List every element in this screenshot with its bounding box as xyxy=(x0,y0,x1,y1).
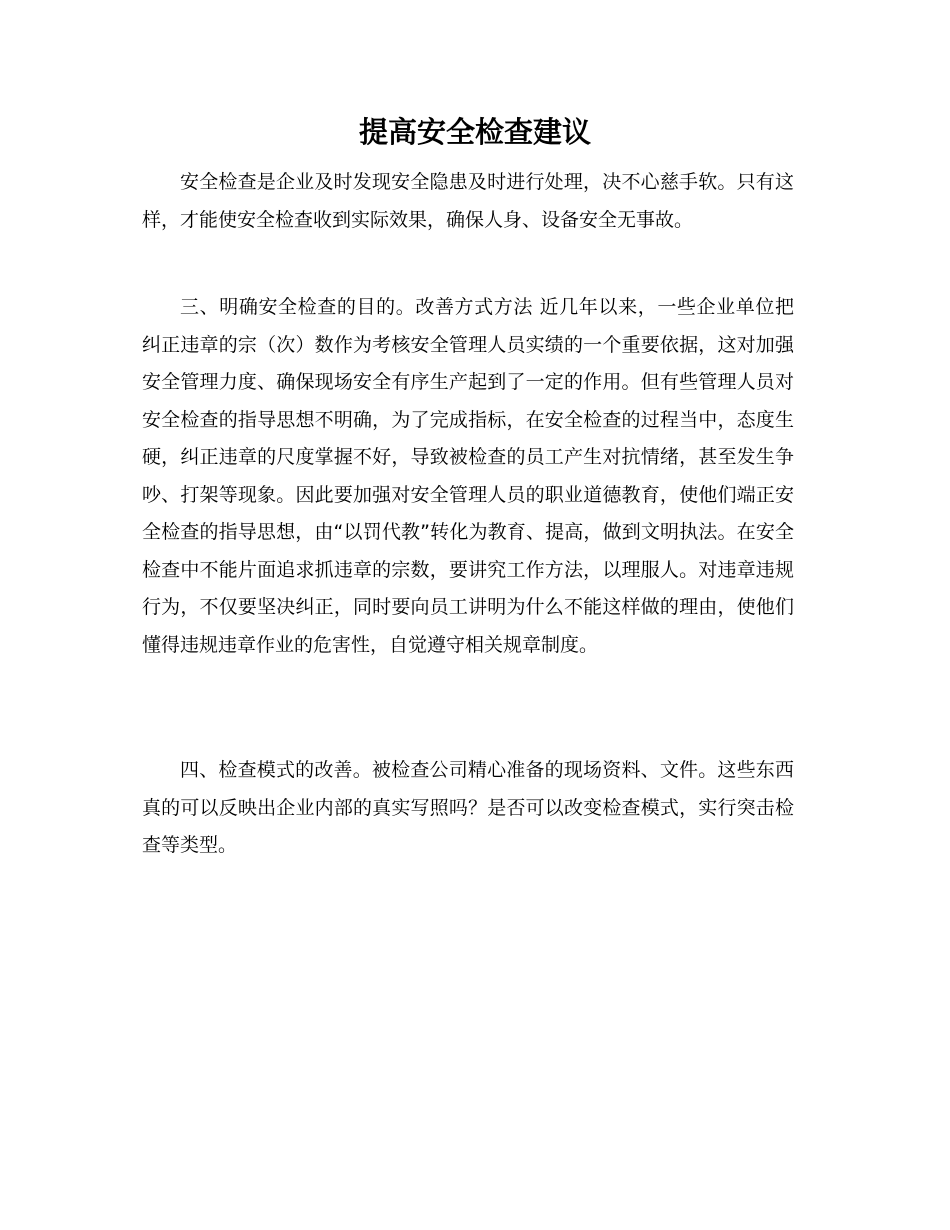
paragraph-section-four: 四、检查模式的改善。被检查公司精心准备的现场资料、文件。这些东西真的可以反映出企业内部的真实写照吗？是否可以改变检查模式，实行突击检查等类型。 xyxy=(142,759,794,856)
paragraph-section-three: 三、明确安全检查的目的。改善方式方法 近几年以来，一些企业单位把纠正违章的宗（次）数作为考核安全管理人员实绩的一个重要依据，这对加强安全管理力度、确保现场安全有序生产起到了一定的作用。但有些管理人员对安全检查的指导思想不明确，为了完成指标，在安全检查的过程当中，态度生硬，纠正违章的尺度掌握不好，导致被检查的员工产生对抗情绪，甚至发生争吵、打架等现象。因此要加强对安全管理人员的职业道德教育，使他们端正安全检查的指导思想，由“以罚代教”转化为教育、提高，做到文明执法。在安全检查中不能片面追求抓违章的宗数，要讲究工作方法，以理服人。对违章违规行为，不仅要坚决纠正，同时要向员工讲明为什么不能这样做的理由，使他们懂得违规违章作业的危害性，自觉遵守相关规章制度。 xyxy=(142,296,794,656)
document-title: 提高安全检查建议 xyxy=(358,115,591,149)
paragraph-intro: 安全检查是企业及时发现安全隐患及时进行处理，决不心慈手软。只有这样，才能使安全检查收到实际效果，确保人身、设备安全无事故。 xyxy=(142,171,794,231)
